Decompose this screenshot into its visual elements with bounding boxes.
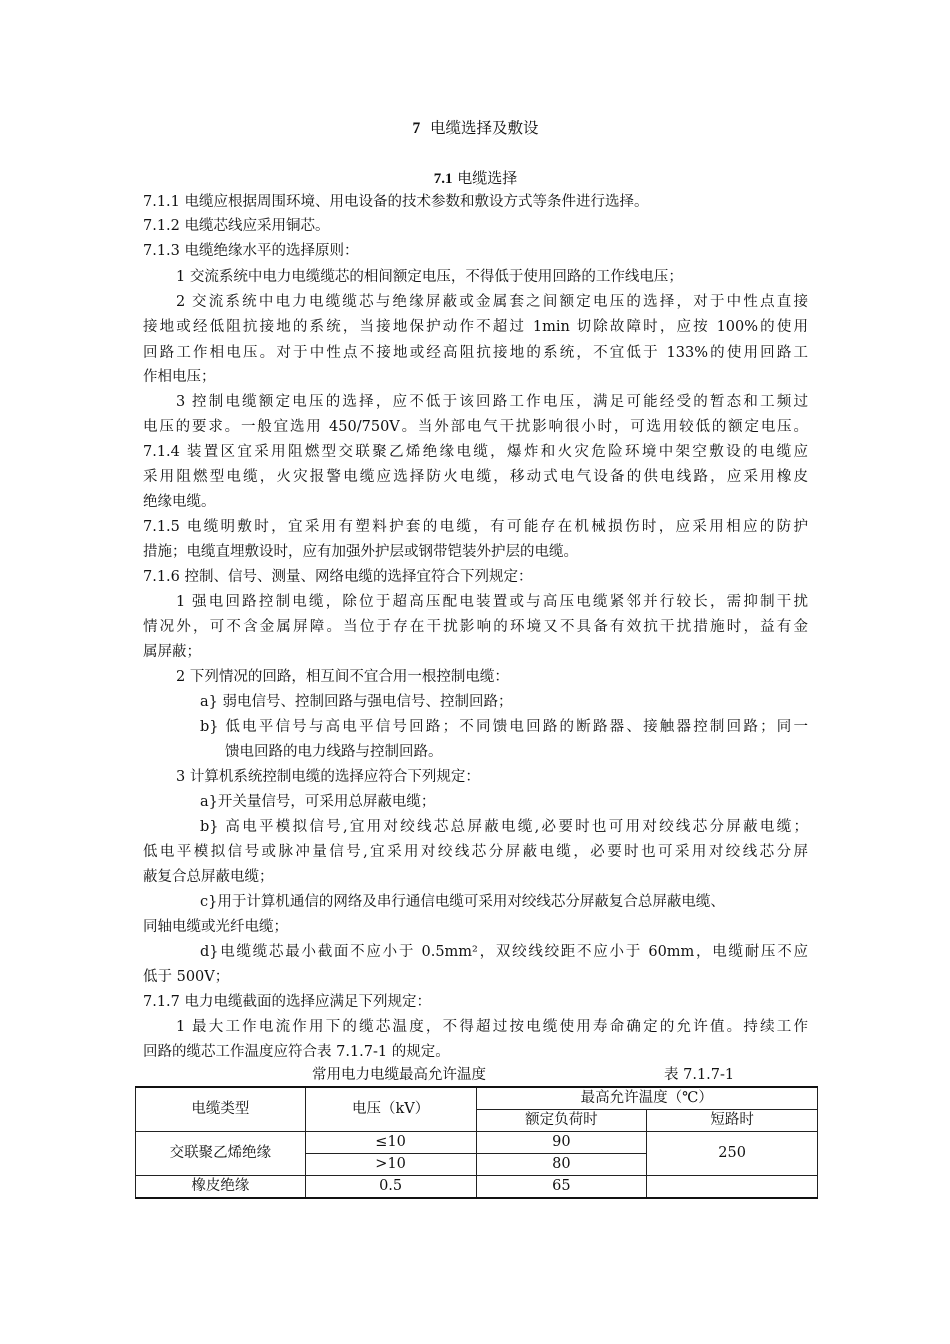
- clause-7-1-6-item-2-b-line-1: b} 低电平信号与高电平信号回路；不同馈电回路的断路器、接触器控制回路；同一: [200, 719, 808, 735]
- cell-rubber-voltage: 0.5: [305, 1176, 476, 1199]
- clause-7-1-6-item-3-c-line-1: c}用于计算机通信的网络及串行通信电缆可采用对绞线芯分屏蔽复合总屏蔽电缆、: [200, 894, 725, 910]
- clause-7-1-5-line-2: 措施；电缆直埋敷设时，应有加强外护层或钢带铠装外护层的电缆。: [143, 544, 578, 560]
- clause-7-1-6-item-3-b-line-3: 蔽复合总屏蔽电缆；: [143, 869, 274, 885]
- clause-7-1-4-line-1: 7.1.4 装置区宜采用阻燃型交联聚乙烯绝缘电缆，爆炸和火灾危险环境中架空敷设的电缆应: [143, 444, 808, 460]
- clause-7-1-6-item-3-d-line-2: 低于 500V；: [143, 969, 230, 985]
- max-temperature-table: [135, 1086, 818, 1199]
- cell-xlpe-voltage-1: ≤10: [305, 1132, 476, 1154]
- clause-7-1-6-item-3-b-line-2: 低电平模拟信号或脉冲量信号,宜采用对绞线芯分屏蔽电缆，必要时也可采用对绞线芯分屏: [143, 844, 808, 860]
- chapter-title-text: 电缆选择及敷设: [430, 119, 539, 137]
- clause-7-1-3-item-2-line-4: 作相电压；: [143, 369, 216, 385]
- clause-7-1-3-item-2-line-2: 接地或经低阻抗接地的系统，当接地保护动作不超过 1min 切除故障时，应按 100%的使用: [143, 319, 808, 335]
- header-max-temperature: 最高允许温度（℃）: [476, 1087, 818, 1110]
- header-cable-type: 电缆类型: [136, 1087, 306, 1132]
- clause-7-1-6-item-2-b-line-2: 馈电回路的电力线路与控制回路。: [225, 744, 443, 760]
- clause-7-1-3: 7.1.3 电缆绝缘水平的选择原则：: [143, 243, 359, 259]
- cell-xlpe-temp-2: 80: [476, 1154, 647, 1176]
- clause-7-1-6-item-2-a: a} 弱电信号、控制回路与强电信号、控制回路；: [200, 694, 513, 710]
- chapter-title: [143, 116, 808, 141]
- clause-7-1-1: 7.1.1 电缆应根据周围环境、用电设备的技术参数和敷设方式等条件进行选择。: [143, 194, 649, 210]
- clause-7-1-7-item-1-line-1: 1 最大工作电流作用下的缆芯温度，不得超过按电缆使用寿命确定的允许值。持续工作: [176, 1019, 808, 1035]
- section-title: [143, 166, 808, 191]
- table-number: 表 7.1.7-1: [664, 1067, 735, 1083]
- cell-xlpe-temp-1: 90: [476, 1132, 647, 1154]
- clause-7-1-6-item-3: 3 计算机系统控制电缆的选择应符合下列规定：: [176, 769, 480, 785]
- cell-rubber-short-circuit: [647, 1176, 818, 1199]
- clause-7-1-6-item-3-b-line-1: b} 高电平模拟信号,宜用对绞线芯总屏蔽电缆,必要时也可用对绞线芯分屏蔽电缆；: [200, 819, 808, 835]
- clause-7-1-6-item-1-line-2: 情况外，可不含金属屏障。当位于存在干扰影响的环境又不具备有效抗干扰措施时，益有金: [143, 619, 808, 635]
- section-title-text: 电缆选择: [457, 169, 518, 187]
- clause-7-1-2: 7.1.2 电缆芯线应采用铜芯。: [143, 218, 330, 234]
- clause-7-1-3-item-2-line-3: 回路工作相电压。对于中性点不接地或经高阻抗接地的系统，不宜低于 133%的使用回路工: [143, 345, 808, 361]
- clause-7-1-3-item-2-line-1: 2 交流系统中电力电缆缆芯与绝缘屏蔽或金属套之间额定电压的选择，对于中性点直接: [176, 294, 808, 310]
- clause-7-1-3-item-3-line-2: 电压的要求。一般宜选用 450/750V。当外部电气干扰影响很小时，可选用较低的额定电压。: [143, 419, 808, 435]
- header-voltage: 电压（kV）: [305, 1087, 476, 1132]
- clause-7-1-7-item-1-line-2: 回路的缆芯工作温度应符合表 7.1.7-1 的规定。: [143, 1044, 450, 1060]
- clause-7-1-4-line-3: 绝缘电缆。: [143, 494, 216, 510]
- clause-7-1-6-item-3-d-line-1: d}电缆缆芯最小截面不应小于 0.5mm²，双绞线绞距不应小于 60mm，电缆耐压不应: [200, 944, 808, 960]
- clause-7-1-6-item-3-c-line-2: 同轴电缆或光纤电缆；: [143, 919, 288, 935]
- clause-7-1-6-item-1-line-3: 属屏蔽；: [143, 644, 201, 660]
- clause-7-1-5-line-1: 7.1.5 电缆明敷时，宜采用有塑料护套的电缆，有可能存在机械损伤时，应采用相应的防护: [143, 519, 808, 535]
- cell-xlpe-voltage-2: >10: [305, 1154, 476, 1176]
- chapter-number: 7: [412, 120, 421, 137]
- clause-7-1-4-line-2: 采用阻燃型电缆，火灾报警电缆应选择防火电缆，移动式电气设备的供电线路，应采用橡皮: [143, 469, 808, 485]
- table-row: [136, 1176, 818, 1199]
- clause-7-1-6-item-1-line-1: 1 强电回路控制电缆，除位于超高压配电装置或与高压电缆紧邻并行较长，需抑制干扰: [176, 594, 808, 610]
- clause-7-1-6: 7.1.6 控制、信号、测量、网络电缆的选择宜符合下列规定：: [143, 569, 533, 585]
- header-short-circuit: 短路时: [647, 1110, 818, 1132]
- clause-7-1-6-item-3-a: a}开关量信号，可采用总屏蔽电缆；: [200, 794, 436, 810]
- clause-7-1-3-item-3-line-1: 3 控制电缆额定电压的选择，应不低于该回路工作电压，满足可能经受的暂态和工频过: [176, 394, 808, 410]
- cell-rubber-temp: 65: [476, 1176, 647, 1199]
- clause-7-1-7: 7.1.7 电力电缆截面的选择应满足下列规定：: [143, 994, 432, 1010]
- section-number: 7.1: [433, 171, 453, 187]
- clause-7-1-6-item-2: 2 下列情况的回路，相互间不宜合用一根控制电缆：: [176, 669, 509, 685]
- table-header-row: [136, 1087, 818, 1110]
- clause-7-1-3-item-1: 1 交流系统中电力电缆缆芯的相间额定电压，不得低于使用回路的工作线电压；: [176, 269, 683, 285]
- cell-xlpe-type: 交联聚乙烯绝缘: [136, 1132, 306, 1176]
- table-caption: 常用电力电缆最高允许温度: [312, 1067, 486, 1083]
- cell-xlpe-short-circuit: 250: [647, 1132, 818, 1176]
- cell-rubber-type: 橡皮绝缘: [136, 1176, 306, 1199]
- table-row: [136, 1132, 818, 1154]
- header-rated-load: 额定负荷时: [476, 1110, 647, 1132]
